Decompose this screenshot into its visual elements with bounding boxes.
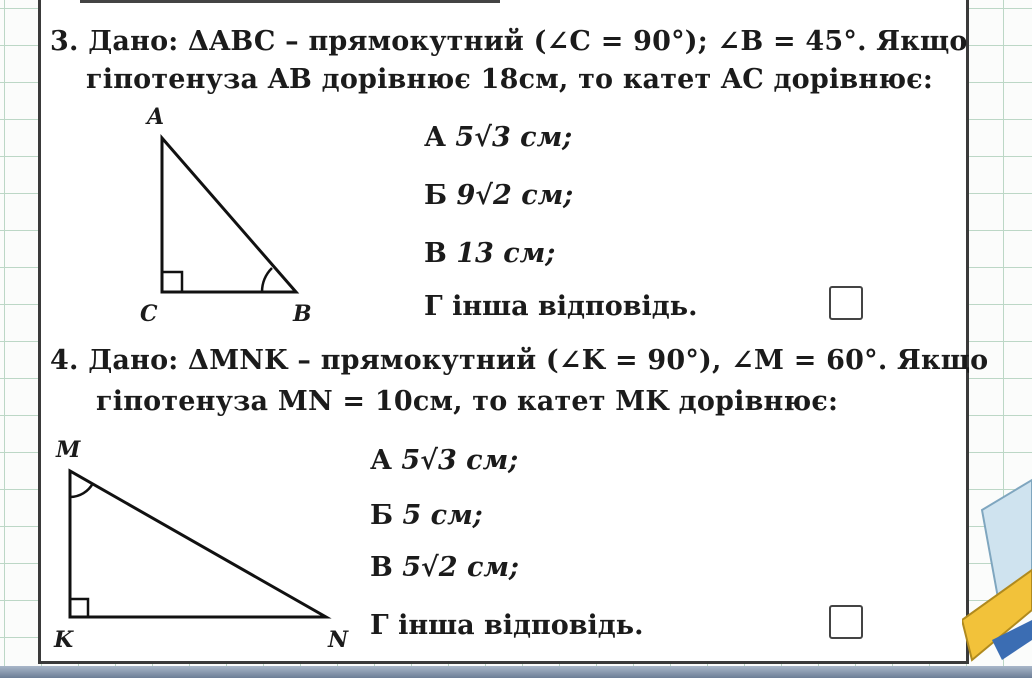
bottom-strip (0, 666, 1032, 678)
q4-number: 4. (50, 345, 79, 376)
option-letter: Б (424, 180, 448, 211)
q3-option-a[interactable] (424, 122, 572, 153)
option-letter: Б (370, 500, 394, 531)
option-letter: В (370, 552, 393, 583)
q4-option-b[interactable] (370, 500, 483, 531)
triangle-mnk (70, 471, 326, 617)
option-letter: А (424, 122, 446, 153)
q3-number: 3. (50, 26, 79, 57)
option-value: 9√2 см; (456, 180, 574, 211)
option-value: інша відповідь. (452, 291, 698, 322)
option-letter: А (370, 445, 392, 476)
q3-answer-checkbox[interactable] (829, 286, 863, 320)
option-value: інша відповідь. (398, 610, 644, 641)
vertex-label-n: N (328, 627, 349, 653)
q4-option-c[interactable] (370, 552, 519, 583)
q3-given-text: Дано: ΔABC – прямокутний (∠C = 90°); ∠B = 45°. Якщо (88, 26, 968, 57)
option-value: 5√3 см; (455, 122, 573, 153)
option-letter: Г (370, 610, 389, 641)
q4-answer-checkbox[interactable] (829, 605, 863, 639)
option-letter: Г (424, 291, 443, 322)
q4-option-a[interactable] (370, 445, 518, 476)
q3-option-d[interactable] (424, 291, 698, 322)
q4-line2: гіпотенуза MN = 10см, то катет MK дорівнює: (96, 386, 839, 417)
option-letter: В (424, 238, 447, 269)
option-value: 5 см; (402, 500, 483, 531)
option-value: 5√3 см; (401, 445, 519, 476)
vertex-label-m: M (56, 437, 81, 463)
q3-option-b[interactable] (424, 180, 573, 211)
vertex-label-a: A (147, 104, 165, 130)
right-angle-mark-k (70, 599, 88, 617)
angle-arc-m (70, 483, 93, 497)
vertex-label-k: K (54, 627, 74, 653)
decorative-ruler-pencil-illustration (962, 470, 1032, 670)
q4-given-text: Дано: ΔMNK – прямокутний (∠K = 90°), ∠M = 60°. Якщо (88, 345, 989, 376)
q3-option-c[interactable] (424, 238, 555, 269)
vertex-label-c: C (140, 301, 158, 327)
q4-option-d[interactable] (370, 610, 644, 641)
option-value: 13 см; (456, 238, 556, 269)
triangle-mnk-figure (0, 0, 400, 678)
option-value: 5√2 см; (402, 552, 520, 583)
vertex-label-b: B (293, 301, 312, 327)
q3-line2: гіпотенуза AB дорівнює 18см, то катет AC дорівнює: (86, 64, 934, 95)
